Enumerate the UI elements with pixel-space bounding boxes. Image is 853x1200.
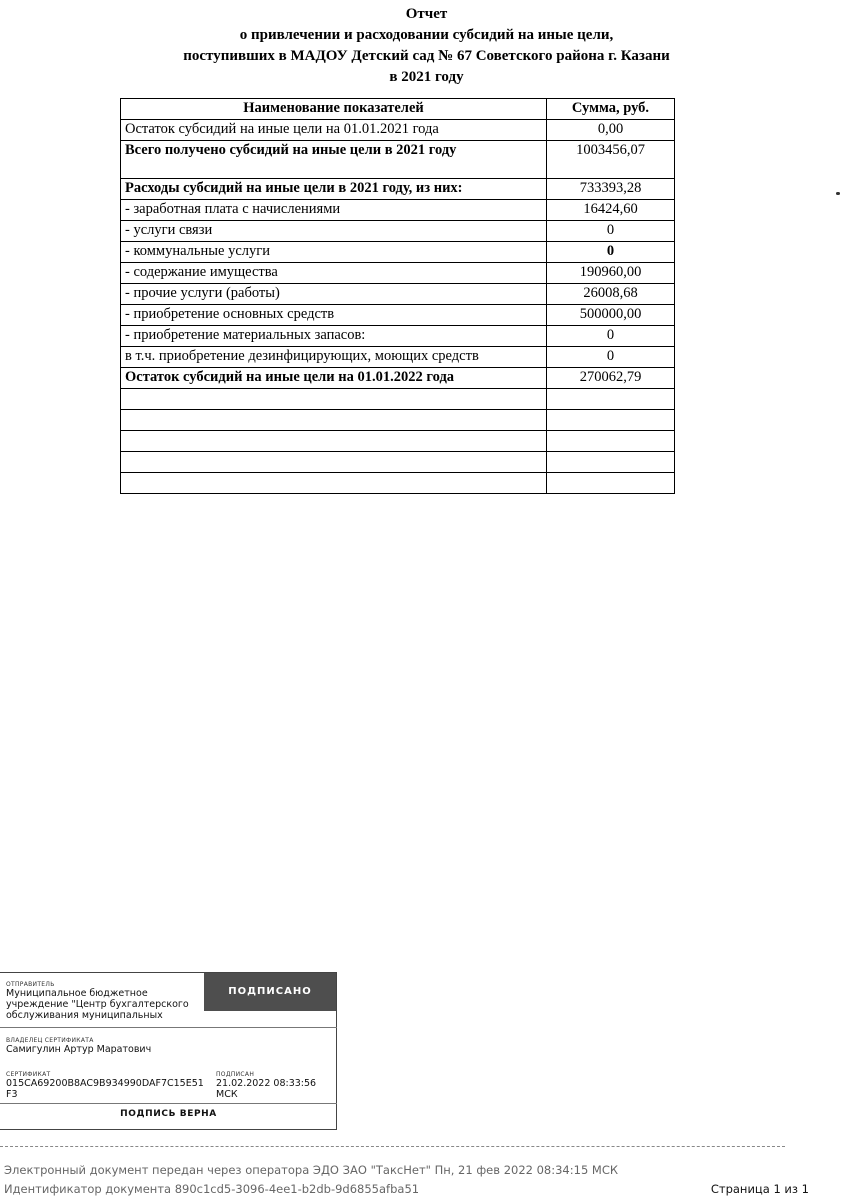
row-name: - приобретение материальных запасов: (121, 326, 547, 347)
row-amount: 26008,68 (547, 284, 675, 305)
table-row (121, 221, 675, 242)
header-amount: Сумма, руб. (547, 99, 675, 120)
row-amount: 500000,00 (547, 305, 675, 326)
table-header-row (121, 99, 675, 120)
table-row (121, 242, 675, 263)
table-row (121, 368, 675, 389)
table-row (121, 326, 675, 347)
signed-value: 21.02.2022 08:33:56 МСК (216, 1078, 317, 1100)
row-name: - услуги связи (121, 221, 547, 242)
empty-cell (547, 452, 675, 473)
footer-operator-line: Электронный документ передан через оператора ЭДО ЗАО "ТаксНет" Пн, 21 фев 2022 08:34:15 МСК (4, 1163, 619, 1177)
table-row (121, 284, 675, 305)
footer-id-line: Идентификатор документа 890c1cd5-3096-4ee1-b2db-9d6855afba51 (4, 1182, 420, 1196)
title-line-3: поступивших в МАДОУ Детский сад № 67 Советского района г. Казани (183, 48, 670, 64)
row-amount: 270062,79 (547, 368, 675, 389)
table-row (121, 179, 675, 200)
row-name: в т.ч. приобретение дезинфицирующих, моющих средств (121, 347, 547, 368)
table-row (121, 200, 675, 221)
row-name: - приобретение основных средств (121, 305, 547, 326)
empty-row (121, 389, 675, 410)
table-row (121, 141, 675, 179)
empty-row (121, 473, 675, 494)
signature-verified-label: ПОДПИСЬ ВЕРНА (120, 1109, 217, 1119)
row-name: - содержание имущества (121, 263, 547, 284)
owner-label: ВЛАДЕЛЕЦ СЕРТИФИКАТА (6, 1037, 94, 1044)
cert-label: СЕРТИФИКАТ (6, 1071, 51, 1078)
title-line-4: в 2021 году (389, 69, 464, 85)
owner-value: Самигулин Артур Маратович (6, 1044, 152, 1055)
empty-row (121, 431, 675, 452)
cert-value: 015CA69200B8AC9B934990DAF7C15E51F3 (6, 1078, 204, 1100)
empty-cell (547, 431, 675, 452)
table-row (121, 347, 675, 368)
row-amount: 0 (547, 242, 675, 263)
empty-cell (121, 473, 547, 494)
empty-cell (547, 389, 675, 410)
stamp-certificate (6, 1071, 206, 1100)
page-number: Страница 1 из 1 (710, 1182, 809, 1196)
sender-value: Муниципальное бюджетное учреждение "Центр бухгалтерского обслуживания муниципальных (6, 988, 189, 1021)
signed-label: ПОДПИСАН (216, 1071, 255, 1078)
table-row (121, 263, 675, 284)
signature-stamp (0, 972, 337, 1130)
row-amount: 733393,28 (547, 179, 675, 200)
stamp-signed-at (216, 1071, 334, 1100)
report-title (0, 4, 853, 88)
row-amount: 0 (547, 326, 675, 347)
empty-cell (547, 473, 675, 494)
scan-speck (836, 192, 840, 195)
footer-divider (0, 1146, 785, 1147)
stamp-sender (6, 981, 201, 1021)
signed-status-badge: ПОДПИСАНО (204, 973, 336, 1011)
row-name: Расходы субсидий на иные цели в 2021 году, из них: (121, 179, 547, 200)
table-row (121, 120, 675, 141)
row-amount: 0,00 (547, 120, 675, 141)
row-amount: 0 (547, 347, 675, 368)
header-name: Наименование показателей (121, 99, 547, 120)
row-amount: 190960,00 (547, 263, 675, 284)
stamp-divider (0, 1027, 337, 1028)
row-name: - коммунальные услуги (121, 242, 547, 263)
empty-cell (121, 389, 547, 410)
empty-cell (121, 410, 547, 431)
stamp-owner (6, 1037, 326, 1055)
empty-cell (121, 452, 547, 473)
empty-row (121, 452, 675, 473)
subsidy-table (120, 98, 675, 494)
empty-cell (547, 410, 675, 431)
row-amount: 0 (547, 221, 675, 242)
row-amount: 16424,60 (547, 200, 675, 221)
row-name: - заработная плата с начислениями (121, 200, 547, 221)
row-name: Всего получено субсидий на иные цели в 2021 году (121, 141, 547, 179)
sender-label: ОТПРАВИТЕЛЬ (6, 981, 55, 988)
row-name: - прочие услуги (работы) (121, 284, 547, 305)
row-amount: 1003456,07 (547, 141, 675, 179)
row-name: Остаток субсидий на иные цели на 01.01.2022 года (121, 368, 547, 389)
empty-row (121, 410, 675, 431)
row-name: Остаток субсидий на иные цели на 01.01.2021 года (121, 120, 547, 141)
stamp-divider (0, 1103, 337, 1104)
title-line-1: Отчет (405, 6, 448, 22)
empty-cell (121, 431, 547, 452)
table-row (121, 305, 675, 326)
title-line-2: о привлечении и расходовании субсидий на иные цели, (239, 27, 614, 43)
